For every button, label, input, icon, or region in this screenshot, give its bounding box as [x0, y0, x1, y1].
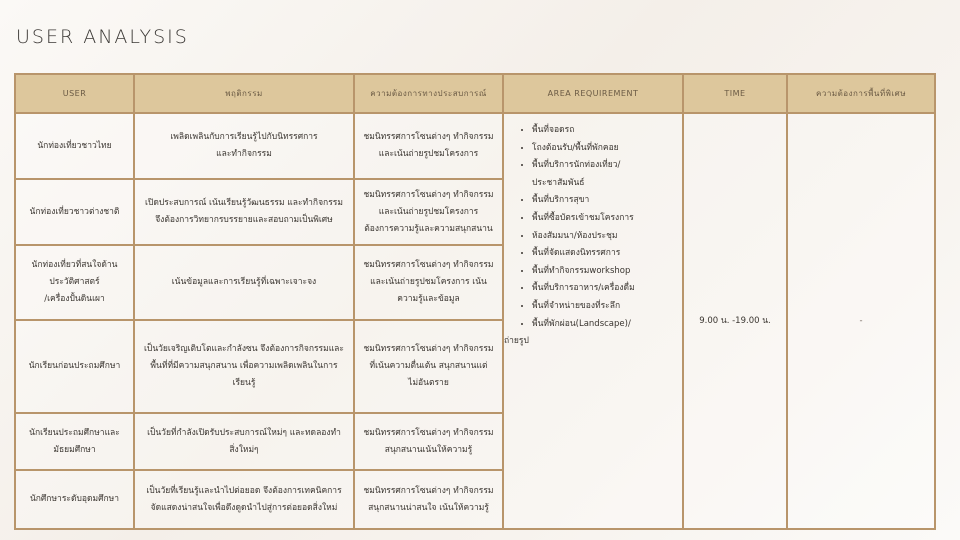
area-item: • พื้นที่ซื้อบัตรเข้าชมโครงการ [532, 210, 674, 228]
time-cell: 9.00 น. -19.00 น. [683, 113, 787, 529]
area-item: • พื้นที่ทำกิจกรรมworkshop [532, 263, 674, 281]
experience-cell: ชมนิทรรศการโซนต่างๆ ทำกิจกรรม และเน้นถ่ายรูปชมโครงการ เน้น ความรู้และข้อมูล [354, 245, 503, 320]
area-item: • พื้นที่จำหน่ายของที่ระลึก [532, 298, 674, 316]
area-item: • พื้นที่จอดรถ [532, 122, 674, 140]
area-requirement-cell [503, 113, 683, 529]
header-special-area: ความต้องการพื้นที่พิเศษ [787, 74, 935, 113]
area-requirement-list [518, 122, 674, 333]
user-cell: นักท่องเที่ยวที่สนใจด้าน ประวัติศาสตร์ /เครื่องปั้นดินเผา [15, 245, 134, 320]
user-cell: นักเรียนประถมศึกษาและ มัธยมศึกษา [15, 413, 134, 470]
header-behavior: พฤติกรรม [134, 74, 354, 113]
area-item: • พื้นที่บริการอาหาร/เครื่องดื่ม [532, 280, 674, 298]
area-item: • พื้นที่จัดแสดงนิทรรศการ [532, 245, 674, 263]
experience-cell: ชมนิทรรศการโซนต่างๆ ทำกิจกรรม สนุกสนานน่าสนใจ เน้นให้ความรู้ [354, 470, 503, 529]
header-experience: ความต้องการทางประสบการณ์ [354, 74, 503, 113]
behavior-cell: เป็นวัยเจริญเติบโตและกำลังซน จึงต้องการกิจกรรมและ พื้นที่ที่มีความสนุกสนาน เพื่อความเพลิดเพลินในการ เรียนรู้ [134, 320, 354, 413]
experience-cell: ชมนิทรรศการโซนต่างๆ ทำกิจกรรม ที่เน้นความตื่นเต้น สนุกสนานแต่ ไม่อันตราย [354, 320, 503, 413]
table-header-row [15, 74, 935, 113]
area-item: • โถงต้อนรับ/พื้นที่พักคอย [532, 140, 674, 158]
table-row [15, 113, 935, 179]
user-cell: นักเรียนก่อนประถมศึกษา [15, 320, 134, 413]
experience-cell: ชมนิทรรศการโซนต่างๆ ทำกิจกรรม และเน้นถ่ายรูปชมโครงการ ต้องการความรู้และความสนุกสนาน [354, 179, 503, 245]
behavior-cell: เน้นข้อมูลและการเรียนรู้ที่เฉพาะเจาะจง [134, 245, 354, 320]
header-area-requirement: AREA REQUIREMENT [503, 74, 683, 113]
experience-cell: ชมนิทรรศการโซนต่างๆ ทำกิจกรรม สนุกสนานเน้นให้ความรู้ [354, 413, 503, 470]
behavior-cell: เป็นวัยที่เรียนรู้และนำไปต่อยอด จึงต้องการเทคนิคการ จัดแสดงน่าสนใจเพื่อดึงดูดนำไปสู่การต่อยอดสิ่งใหม่ [134, 470, 354, 529]
user-cell: นักท่องเที่ยวชาวต่างชาติ [15, 179, 134, 245]
header-user: USER [15, 74, 134, 113]
area-item: • พื้นที่บริการนักท่องเที่ยว/ ประชาสัมพันธ์ [532, 157, 674, 192]
area-item: • พื้นที่บริการสุขา [532, 192, 674, 210]
user-analysis-table [14, 73, 936, 530]
behavior-cell: เปิดประสบการณ์ เน้นเรียนรู้วัฒนธรรม และทำกิจกรรม จึงต้องการวิทยากรบรรยายและสอบถามเป็นพิเศษ [134, 179, 354, 245]
header-time: TIME [683, 74, 787, 113]
experience-cell: ชมนิทรรศการโซนต่างๆ ทำกิจกรรม และเน้นถ่ายรูปชมโครงการ [354, 113, 503, 179]
area-item: • ห้องสัมมนา/ห้องประชุม [532, 228, 674, 246]
special-area-cell: - [787, 113, 935, 529]
page-title: USER ANALYSIS [16, 26, 189, 48]
area-item: • พื้นที่พักผ่อน(Landscape)/ [532, 316, 674, 334]
user-cell: นักศึกษาระดับอุดมศึกษา [15, 470, 134, 529]
area-item-continuation: ถ่ายรูป [504, 336, 529, 347]
behavior-cell: เพลิดเพลินกับการเรียนรู้ไปกับนิทรรศการ และทำกิจกรรม [134, 113, 354, 179]
user-cell: นักท่องเที่ยวชาวไทย [15, 113, 134, 179]
behavior-cell: เป็นวัยที่กำลังเปิดรับประสบการณ์ใหม่ๆ และทดลองทำ สิ่งใหม่ๆ [134, 413, 354, 470]
